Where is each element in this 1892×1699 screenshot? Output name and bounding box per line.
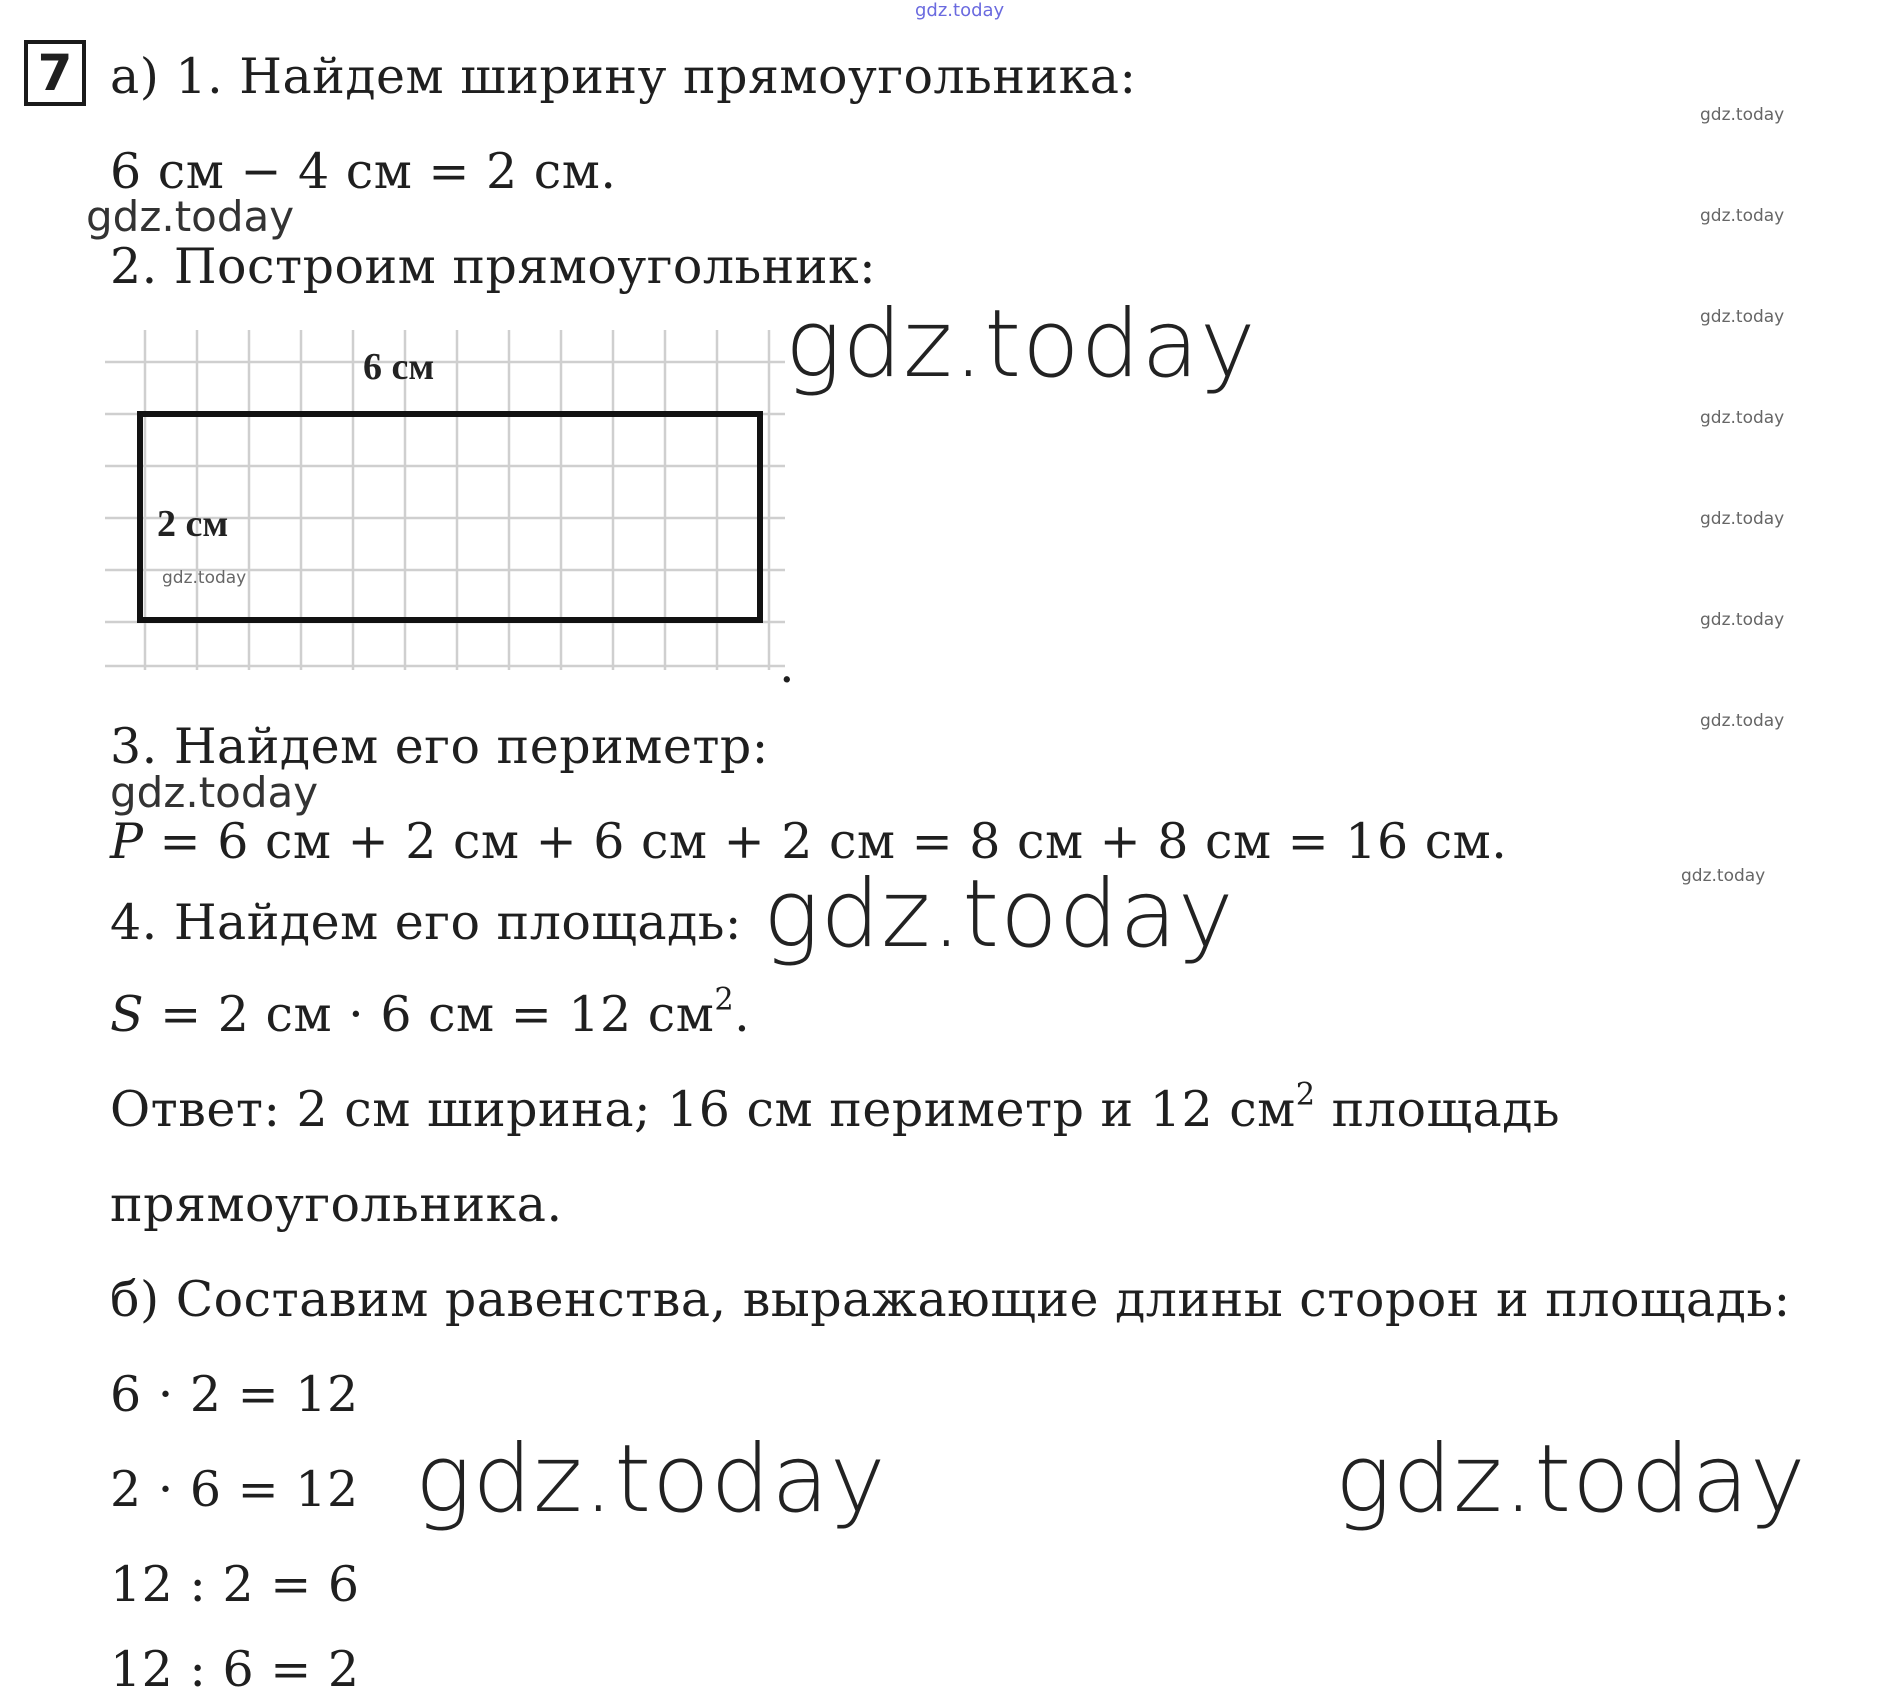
watermark-small-3: gdz.today: [1700, 307, 1785, 327]
watermark-small-4: gdz.today: [1700, 408, 1785, 428]
answer-tail: площадь: [1315, 1081, 1561, 1138]
equation-2: 2 · 6 = 12: [110, 1461, 359, 1518]
watermark-medium-2: gdz.today: [110, 768, 319, 817]
watermark-large-1: gdz.today: [785, 290, 1257, 399]
watermark-small-6: gdz.today: [1700, 610, 1785, 630]
perimeter-symbol: P: [110, 813, 144, 870]
area-expression: = 2 см · 6 см = 12 см: [144, 986, 715, 1043]
equation-4: 12 : 6 = 2: [110, 1641, 360, 1698]
task-number-box: 7: [24, 40, 86, 106]
watermark-small-2: gdz.today: [1700, 206, 1785, 226]
step4-calc: [110, 982, 751, 1043]
equation-1: 6 · 2 = 12: [110, 1366, 359, 1423]
watermark-large-3: gdz.today: [415, 1425, 887, 1534]
watermark-large-4: gdz.today: [1335, 1425, 1807, 1534]
watermark-small-1: gdz.today: [1700, 105, 1785, 125]
answer-line-1: [110, 1077, 1561, 1138]
watermark-small-7: gdz.today: [1700, 711, 1785, 731]
figure-end-dot: .: [779, 637, 796, 694]
step1-title: а) 1. Найдем ширину прямоугольника:: [110, 48, 1137, 105]
step2-title: 2. Построим прямоугольник:: [110, 238, 877, 295]
area-exponent: 2: [714, 982, 735, 1018]
watermark-top: gdz.today: [915, 0, 1005, 21]
step1-calc: 6 см − 4 см = 2 см.: [110, 143, 617, 200]
watermark-small-5: gdz.today: [1700, 509, 1785, 529]
figure-watermark: gdz.today: [162, 568, 247, 588]
step3-title: 3. Найдем его периметр:: [110, 718, 769, 775]
area-symbol: S: [110, 986, 145, 1043]
watermark-large-2: gdz.today: [763, 860, 1235, 969]
perimeter-expression: = 6 см + 2 см + 6 см + 2 см = 8 см + 8 см = 16 см.: [143, 813, 1508, 870]
part-b-title: б) Составим равенства, выражающие длины сторон и площадь:: [110, 1271, 1791, 1328]
step4-title: 4. Найдем его площадь:: [110, 894, 742, 951]
equation-3: 12 : 2 = 6: [110, 1556, 360, 1613]
watermark-medium-1: gdz.today: [86, 192, 295, 241]
area-tail: .: [734, 986, 751, 1043]
figure-top-label: 6 см: [363, 346, 435, 388]
answer-line-2: прямоугольника.: [110, 1176, 563, 1233]
answer-text: Ответ: 2 см ширина; 16 см периметр и 12 см: [110, 1081, 1296, 1138]
watermark-small-8: gdz.today: [1681, 866, 1766, 886]
answer-exponent: 2: [1295, 1077, 1316, 1113]
figure-side-label: 2 см: [157, 503, 229, 545]
